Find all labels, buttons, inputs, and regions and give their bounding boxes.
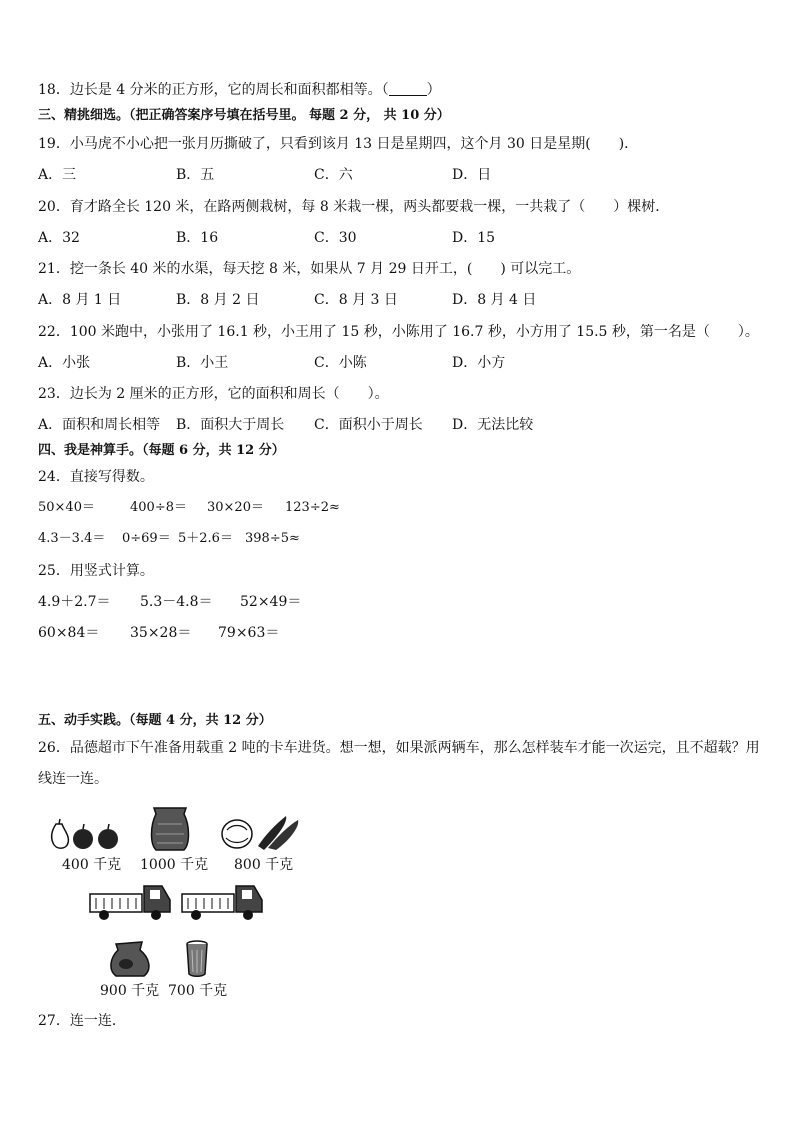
q20-option-c: C．30: [314, 230, 357, 246]
vegetables-icon: [220, 810, 302, 852]
q25-item: 52×49＝: [240, 594, 302, 610]
question-18: [38, 81, 441, 99]
question-20: 20．育才路全长 120 米，在路两侧栽树，每 8 米栽一棵，两头都要栽一棵，一共栽了（ ）棵树．: [38, 199, 670, 215]
question-18-close: ）: [426, 82, 441, 98]
q24-item: 50×40＝: [38, 500, 95, 515]
question-24: 24．直接写得数。: [38, 469, 154, 485]
bag-weight-label: 900 千克: [100, 983, 160, 999]
q25-item: 79×63＝: [218, 625, 280, 641]
q24-item: 30×20＝: [207, 500, 264, 515]
q20-option-d: D．15: [452, 230, 496, 246]
q21-option-d: D．8 月 4 日: [452, 292, 537, 308]
truck-icon: [88, 882, 174, 922]
question-22: 22．100 米跑中，小张用了 16.1 秒，小王用了 15 秒，小陈用了 16.7 秒，小方用了 15.5 秒，第一名是（ ）。: [38, 324, 759, 340]
q23-option-a: A．面积和周长相等: [38, 417, 161, 433]
q22-option-a: A．小张: [38, 355, 91, 371]
q24-item: 123÷2≈: [285, 500, 340, 515]
question-25: 25．用竖式计算。: [38, 563, 154, 579]
sack-weight-label: 1000 千克: [140, 857, 209, 873]
q19-option-b: B．五: [176, 167, 215, 183]
q23-option-b: B．面积大于周长: [176, 417, 285, 433]
q23-option-c: C．面积小于周长: [314, 417, 423, 433]
question-26-line2: 线连一连。: [38, 771, 108, 787]
fruit-weight-label: 400 千克: [62, 857, 122, 873]
section-3-title: 三、精挑细选。（把正确答案序号填在括号里。 每题 2 分， 共 10 分）: [38, 108, 450, 123]
question-18-text: 18．边长是 4 分米的正方形，它的周长和面积都相等。（: [38, 82, 389, 98]
q21-option-a: A．8 月 1 日: [38, 292, 122, 308]
q24-item: 5＋2.6＝: [178, 531, 233, 546]
q19-option-a: A．三: [38, 167, 77, 183]
q19-option-d: D．日: [452, 167, 492, 183]
q24-item: 400÷8＝: [130, 500, 187, 515]
q20-option-a: A．32: [38, 230, 80, 246]
question-19: 19．小马虎不小心把一张月历撕破了，只看到该月 13 日是星期四，这个月 30 日是星期( )．: [38, 136, 639, 152]
fruit-icon: [48, 818, 123, 852]
q25-item: 35×28＝: [130, 625, 192, 641]
question-23: 23．边长为 2 厘米的正方形，它的面积和周长（ ）。: [38, 386, 389, 402]
q25-item: 5.3－4.8＝: [140, 594, 213, 610]
q22-option-d: D．小方: [452, 355, 506, 371]
vegetables-weight-label: 800 千克: [234, 857, 294, 873]
q23-option-d: D．无法比较: [452, 417, 534, 433]
answer-blank[interactable]: [389, 81, 427, 96]
question-26-line1: 26．品德超市下午准备用载重 2 吨的卡车进货。想一想，如果派两辆车，那么怎样装车才能一次运完，且不超载？用: [38, 740, 760, 756]
q21-option-c: C．8 月 3 日: [314, 292, 398, 308]
bucket-icon: [184, 940, 210, 978]
bucket-weight-label: 700 千克: [168, 983, 228, 999]
truck-icon: [180, 882, 266, 922]
q22-option-c: C．小陈: [314, 355, 367, 371]
bag-icon: [108, 938, 154, 978]
question-21: 21．挖一条长 40 米的水渠，每天挖 8 米，如果从 7 月 29 日开工，( ) 可以完工。: [38, 261, 581, 277]
question-27: 27．连一连．: [38, 1013, 126, 1029]
q25-item: 4.9＋2.7＝: [38, 594, 111, 610]
q19-option-c: C．六: [314, 167, 353, 183]
sack-icon: [148, 800, 192, 852]
q25-item: 60×84＝: [38, 625, 100, 641]
q22-option-b: B．小王: [176, 355, 229, 371]
q21-option-b: B．8 月 2 日: [176, 292, 260, 308]
section-4-title: 四、我是神算手。（每题 6 分，共 12 分）: [38, 443, 285, 458]
q20-option-b: B．16: [176, 230, 219, 246]
q24-item: 398÷5≈: [245, 531, 300, 546]
q24-item: 4.3－3.4＝: [38, 531, 106, 546]
section-5-title: 五、动手实践。（每题 4 分，共 12 分）: [38, 713, 272, 728]
q24-item: 0÷69＝: [122, 531, 171, 546]
